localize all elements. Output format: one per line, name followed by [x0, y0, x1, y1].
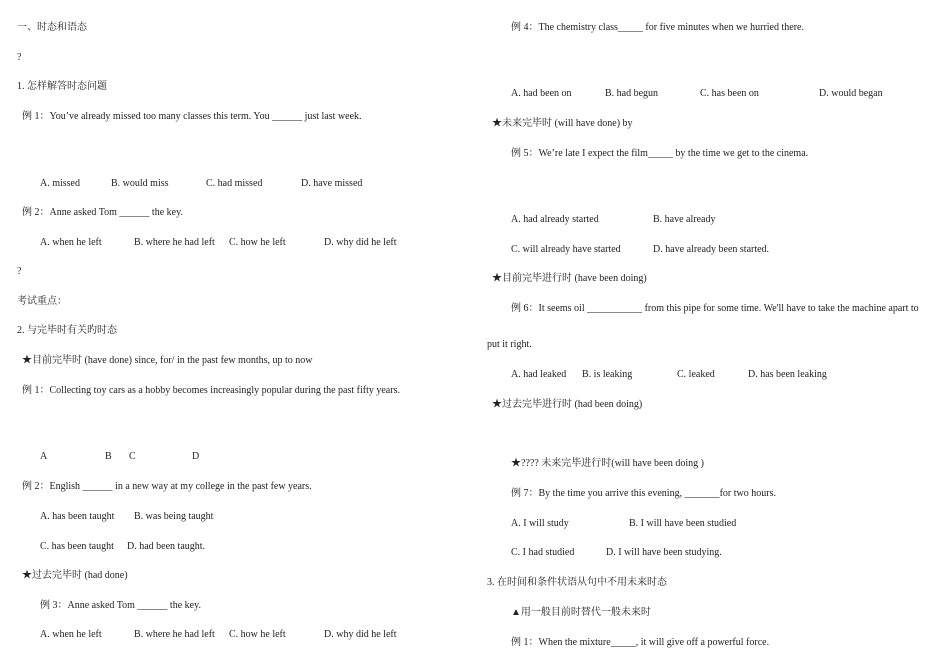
example-2b-option-d: D. had been taught. — [127, 541, 206, 552]
example-2-option-b: B. where he had left — [134, 237, 215, 248]
example-3-option-b: B. where he had left — [134, 629, 215, 640]
example-6-option-b: B. is leaking — [582, 369, 633, 380]
example-6-option-a: A. had leaked — [511, 369, 567, 380]
example-5-question: 例 5：We’re late I expect the film_____ by the time we get to the cinema. — [511, 148, 809, 159]
example-5-option-d: D. have already been started. — [653, 244, 770, 255]
underline-marker-d: D — [192, 451, 200, 462]
example-4-option-d: D. would began — [819, 88, 883, 99]
future-perfect-heading: ★未来完毕时 (will have done) by — [492, 118, 633, 129]
example-1-option-b: B. would miss — [111, 178, 169, 189]
example-4-question: 例 4：The chemistry class_____ for five minutes when we hurried there. — [511, 22, 804, 33]
example-6-question: 例 6：It seems oil ___________ from this pipe for some time. We'll have to take the machine apart to — [511, 303, 919, 314]
example-2-option-a: A. when he left — [40, 237, 102, 248]
example-7-question: 例 7：By the time you arrive this evening, _______for two hours. — [511, 488, 776, 499]
example-1c-question: 例 1：When the mixture_____, it will give off a powerful force. — [511, 637, 770, 648]
example-2-option-d: D. why did he left — [324, 237, 397, 248]
example-3-option-c: C. how he left — [229, 629, 286, 640]
example-5-option-b: B. have already — [653, 214, 716, 225]
example-6-option-d: D. has been leaking — [748, 369, 827, 380]
example-4-option-b: B. had begun — [605, 88, 659, 99]
example-3-option-d: D. why did he left — [324, 629, 397, 640]
example-1-option-d: D. have missed — [301, 178, 363, 189]
example-1-question: 例 1：You’ve already missed too many classes this term. You ______ just last week. — [22, 111, 362, 122]
example-2-option-c: C. how he left — [229, 237, 286, 248]
section-heading-3: 3. 在时间和条件状语从句中不用未来时态 — [487, 577, 667, 588]
example-1-option-c: C. had missed — [206, 178, 263, 189]
example-6-question-continued: put it right. — [487, 339, 532, 350]
example-5-option-a: A. had already started — [511, 214, 599, 225]
underline-marker-c: C — [129, 451, 136, 462]
example-7-option-b: B. I will have been studied — [629, 518, 737, 529]
example-7-option-d: D. I will have been studying. — [606, 547, 722, 558]
example-7-option-a: A. I will study — [511, 518, 569, 529]
example-7-option-c: C. I had studied — [511, 547, 575, 558]
example-1b-question: 例 1：Collecting toy cars as a hobby becomes increasingly popular during the past fifty years. — [22, 385, 400, 396]
example-2-question: 例 2：Anne asked Tom ______ the key. — [22, 207, 183, 218]
present-perfect-heading: ★目前完毕时 (have done) since, for/ in the past few months, up to now — [22, 355, 313, 366]
example-2b-option-b: B. was being taught — [134, 511, 214, 522]
past-perfect-heading: ★过去完毕时 (had done) — [22, 570, 128, 581]
underline-marker-b: B — [105, 451, 112, 462]
example-4-option-a: A. had been on — [511, 88, 572, 99]
example-2b-option-a: A. has been taught — [40, 511, 115, 522]
example-2b-question: 例 2：English ______ in a new way at my college in the past few years. — [22, 481, 312, 492]
example-6-option-c: C. leaked — [677, 369, 715, 380]
placeholder-mark-2: ? — [17, 266, 22, 277]
section-heading-2: 2. 与完毕时有关旳时态 — [17, 325, 117, 336]
placeholder-mark: ? — [17, 52, 22, 63]
example-5-option-c: C. will already have started — [511, 244, 621, 255]
future-perfect-continuous-heading: ★???? 未来完毕进行时(will have been doing ) — [511, 458, 705, 469]
underline-marker-a: A — [40, 451, 48, 462]
example-2b-option-c: C. has been taught — [40, 541, 114, 552]
present-for-future-heading: ▲用一般目前时替代一般未来时 — [511, 607, 651, 618]
past-perfect-continuous-heading: ★过去完毕进行时 (had been doing) — [492, 399, 643, 410]
present-perfect-continuous-heading: ★目前完毕进行时 (have been doing) — [492, 273, 647, 284]
example-3-question: 例 3：Anne asked Tom ______ the key. — [40, 600, 201, 611]
section-heading-1: 1. 怎样解答时态问题 — [17, 81, 107, 92]
example-1-option-a: A. missed — [40, 178, 80, 189]
heading-tenses-voice: 一、时态和语态 — [17, 22, 87, 33]
example-3-option-a: A. when he left — [40, 629, 102, 640]
example-4-option-c: C. has been on — [700, 88, 759, 99]
exam-focus-label: 考试重点： — [17, 296, 67, 307]
